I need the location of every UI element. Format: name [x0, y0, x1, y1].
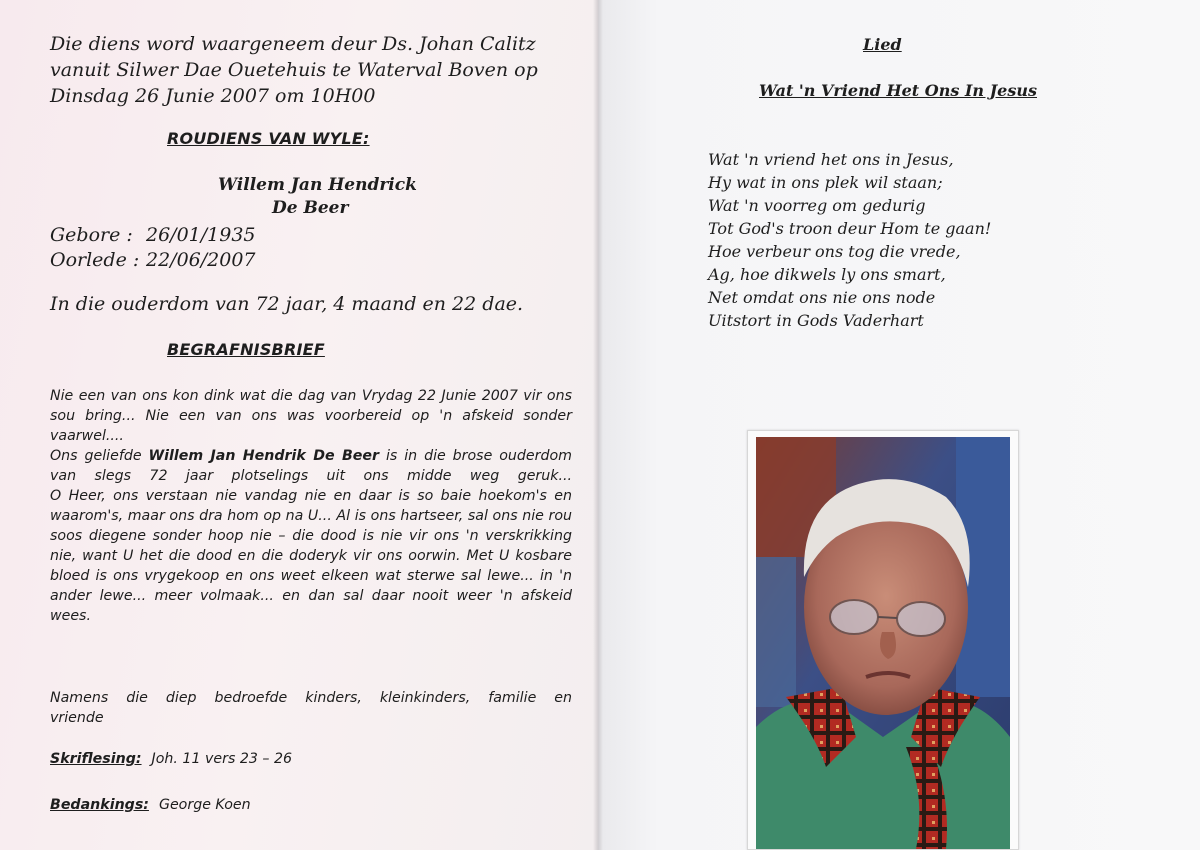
service-intro — [50, 31, 538, 109]
verse-line: Hy wat in ons plek wil staan; — [708, 173, 943, 192]
verse-line: Wat 'n vriend het ons in Jesus, — [708, 150, 954, 169]
letter-paragraph: O Heer, ons verstaan nie vandag nie en daar is so baie hoekom's en waarom's, maar ons dra hom op na U... Al is ons hartseer, sal ons nie rou soos diegene sonder hoop nie – die dood is nie vir ons 'n verskrikking nie, want U het die dood en die doderyk vir ons oorwin. Met U kosbare bloed is ons vrygekoop en ons weet elkeen wat sterwe sal lewe... in 'n ander lewe... meer volmaak... en dan sal daar nooit weer 'n afskeid wees. — [50, 488, 572, 624]
portrait-frame — [747, 430, 1019, 850]
life-dates — [50, 223, 256, 273]
skriflesing-value: Joh. 11 vers 23 – 26 — [151, 751, 293, 767]
intro-line: vanuit Silwer Dae Ouetehuis te Waterval Boven op — [50, 59, 538, 81]
intro-line: Die diens word waargeneem deur Ds. Johan Calitz — [50, 33, 536, 55]
verse-line: Hoe verbeur ons tog die vrede, — [708, 242, 961, 261]
funeral-letter — [50, 386, 572, 626]
born-date: 26/01/1935 — [146, 224, 256, 246]
letter-deceased-name: Willem Jan Hendrik De Beer — [148, 448, 380, 464]
died-date: 22/06/2007 — [146, 249, 256, 271]
letter-paragraph — [50, 446, 572, 486]
roudiens-heading: ROUDIENS VAN WYLE: — [167, 129, 370, 148]
portrait-illustration — [756, 437, 1010, 849]
bedankings-row — [50, 797, 251, 813]
namens-line: vriende — [50, 710, 104, 726]
namens-block — [50, 688, 572, 728]
verse-line: Uitstort in Gods Vaderhart — [708, 311, 924, 330]
lied-heading: Lied — [863, 35, 902, 54]
portrait-photo — [756, 437, 1010, 849]
verse-line: Tot God's troon deur Hom te gaan! — [708, 219, 992, 238]
song-title: Wat 'n Vriend Het Ons In Jesus — [759, 81, 1037, 100]
letter-text: is in die brose ouderdom van slegs 72 jaar plotselings uit ons midde weg geruk... — [50, 448, 572, 484]
begrafnisbrief-heading: BEGRAFNISBRIEF — [167, 340, 325, 359]
page-fold — [593, 0, 603, 850]
hymn-verse — [708, 148, 991, 332]
letter-paragraph: Nie een van ons kon dink wat die dag van Vrydag 22 Junie 2007 vir ons sou bring... Nie een van ons was voorbereid op 'n afskeid sonder vaarwel.... — [50, 388, 572, 444]
namens-line: Namens die diep bedroefde kinders, kleinkinders, familie en — [50, 690, 572, 706]
verse-line: Net omdat ons nie ons node — [708, 288, 936, 307]
verse-line: Wat 'n voorreg om gedurig — [708, 196, 926, 215]
died-row — [50, 248, 256, 273]
deceased-name-line2: De Beer — [272, 198, 349, 218]
skriflesing-label: Skriflesing: — [50, 751, 142, 767]
deceased-name-line1: Willem Jan Hendrick — [218, 175, 417, 195]
born-label: Gebore : — [50, 224, 133, 246]
age-text: In die ouderdom van 72 jaar, 4 maand en 22 dae. — [50, 293, 524, 315]
verse-line: Ag, hoe dikwels ly ons smart, — [708, 265, 946, 284]
bedankings-label: Bedankings: — [50, 797, 149, 813]
skriflesing-row — [50, 751, 292, 767]
intro-line: Dinsdag 26 Junie 2007 om 10H00 — [50, 85, 376, 107]
born-row — [50, 223, 256, 248]
letter-text: Ons geliefde — [50, 448, 149, 464]
bedankings-value: George Koen — [158, 797, 251, 813]
died-label: Oorlede : — [50, 249, 140, 271]
